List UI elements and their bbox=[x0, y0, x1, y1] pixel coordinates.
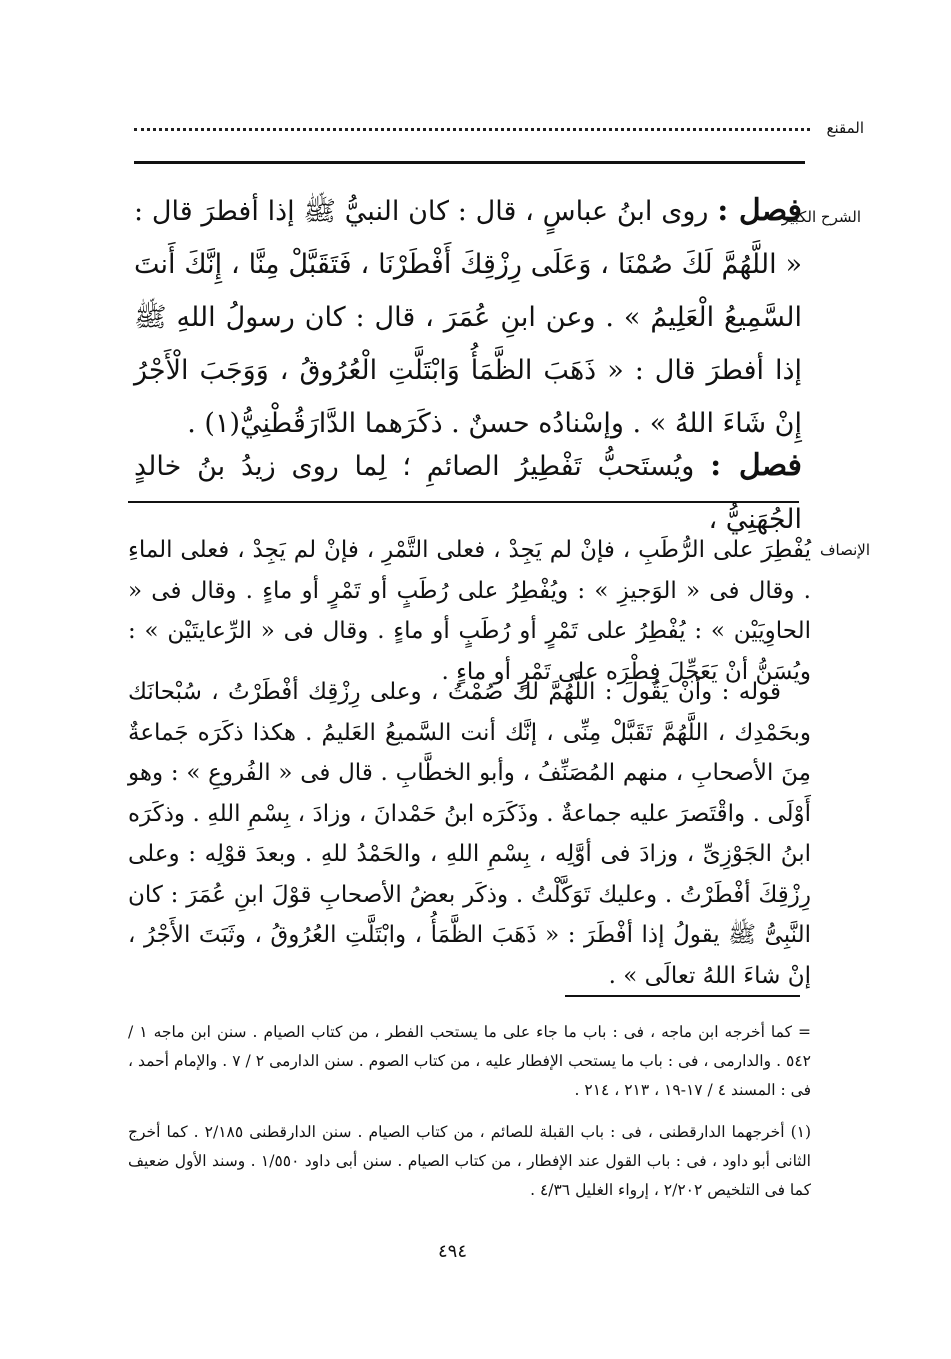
section-label-insaf: الإنصاف bbox=[819, 541, 870, 559]
book-label-muqni: المقنع bbox=[826, 119, 864, 137]
sharh-section-2-text: ويُستَحبُّ تَفْطِيرُ الصائمِ ؛ لِما روى زيدُ بنُ خالدٍ الجُهَنِيُّ ، bbox=[134, 451, 802, 535]
page-number: ٤٩٤ bbox=[438, 1241, 468, 1262]
sharh-section-1-text: روى ابنُ عباسٍ ، قال : كان النبيُّ ﷺ إذا أفطرَ قال : « اللَّهُمَّ لَكَ صُمْنَا ، وَعَلَى رِزْقِكَ أَفْطَرْنَا ، فَتَقَبَّلْ مِنَّا ، إِنَّكَ أَنتَ السَّمِيعُ الْعَلِيمُ » . وعن ابنِ عُمَرَ ، قال : كان رسولُ اللهِ ﷺ إذا أفطرَ قال : « ذَهَبَ الظَّمَأُ وَابْتَلَّتِ الْعُرُوقُ ، وَوَجَبَ الْأَجْرُ إِنْ شَاءَ اللهُ » . وإسْنادُه حسنٌ . ذكَرَهما الدَّارَقُطْنِيُّ(١) . bbox=[134, 196, 802, 439]
section-heading-fasl-2: فصل : bbox=[710, 448, 802, 483]
sharh-section-2 bbox=[134, 439, 802, 535]
footnote-continued: = كما أخرجه ابن ماجه ، فى : باب ما جاء على ما يستحب الفطر ، من كتاب الصيام . سنن ابن ماجه ١ / ٥٤٢ . والدارمى ، فى : باب ما يستحب الإفطار عليه ، من كتاب الصوم . سنن الدارمى ٢ / ٧ . والإمام أحمد ، فى : المسند ٤ / ١٧-١٩ ، ٢١٣ ، ٢١٤ . bbox=[128, 1023, 812, 1099]
insaf-paragraph-2: قوله : وأنْ يَقُولَ : اللَّهُمَّ لك صُمْتُ ، وعلى رِزْقِك أفْطَرْتُ ، سُبْحانَك وبحَمْدِك ، اللَّهُمَّ تَقَبَّلْ مِنِّى ، إنَّك أنت السَّميعُ العَليمُ . هكذا ذكَرَه جَماعةٌ مِنَ الأصحابِ ، منهم المُصَنِّفُ ، وأبو الخطَّابِ . قال فى « الفُروعِ » : وهو أَوْلَى . واقْتَصرَ عليه جماعةٌ . وذَكَرَه ابنُ حَمْدانَ ، وزادَ ، بِسْمِ اللهِ . وذكَرَه ابنُ الجَوْزِىِّ ، وزادَ فى أوَّلِه ، بِسْمِ اللهِ ، والحَمْدُ للهِ . وبعدَ قوْلِه : وعلى رِزْقِكَ أفْطَرْتُ . وعليك تَوَكَّلْتُ . وذكَر بعضُ الأصحابِ قوْلَ ابنِ عُمَرَ : كان النَّبِىُّ ﷺ يقولُ إذا أفْطَرَ : « ذَهَبَ الظَّمَأُ ، وابْتَلَّتِ العُرُوقُ ، وثَبَتَ الأَجْرُ ، إنْ شاءَ اللهُ تعالَى » . bbox=[128, 679, 811, 989]
section-heading-fasl-1: فصل : bbox=[717, 193, 802, 228]
footnote-1: (١) أخرجهما الدارقطنى ، فى : باب القبلة للصائم ، من كتاب الصيام . سنن الدارقطنى ٢/١٨٥ . كما أخرج الثانى أبو داود ، فى : باب القول عند الإفطار ، من كتاب الصيام . سنن أبى داود ١/٥٥٠ . وسند الأول ضعيف كما فى التلخيص ٢/٢٠٢ ، إرواء الغليل ٤/٣٦ . bbox=[128, 1123, 812, 1199]
sharh-section-1 bbox=[134, 184, 802, 449]
header-solid-rule bbox=[134, 161, 805, 164]
insaf-paragraph-1: يُفْطِرَ على الرُّطَبِ ، فإنْ لم يَجِدْ ، فعلى التَّمْرِ ، فإنْ لم يَجِدْ ، فعلى الماءِ . وقال فى « الوَجيزِ » : ويُفْطِرُ على رُطَبٍ أو تَمْرٍ أو ماءٍ . وقال فى « الحاوِيَيْن » : يُفْطِرُ على تَمْرٍ أو رُطَبٍ أو ماءٍ . وقال فى « الرِّعايتَيْن » : ويُسَنُّ أنْ يَعَجِّلَ فِطْرَه على تَمْرٍ أو ماءٍ . bbox=[128, 537, 811, 685]
header-dotted-rule bbox=[134, 128, 810, 131]
section-label-sharh: الشرح الكبير bbox=[781, 208, 861, 226]
section-divider-rule bbox=[128, 501, 799, 503]
footnote-separator bbox=[565, 995, 800, 997]
